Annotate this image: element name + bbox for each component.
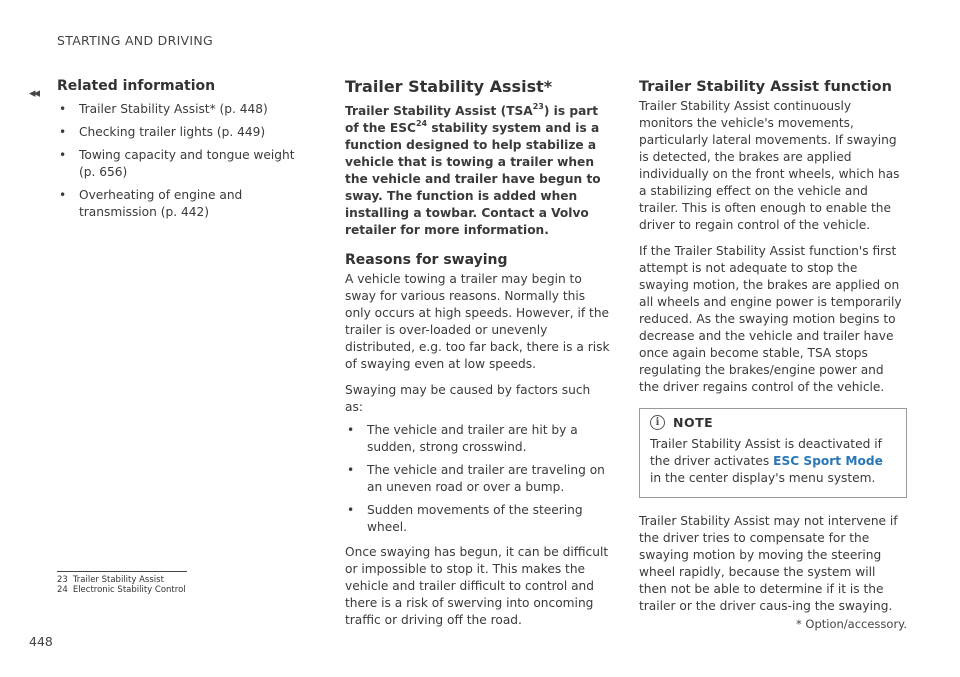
related-links-list <box>57 101 307 221</box>
reasons-heading: Reasons for swaying <box>345 252 508 268</box>
footnote-24: 24 Electronic Stability Control <box>57 585 186 595</box>
bullet-icon: • <box>347 463 355 477</box>
factors-list <box>345 422 611 536</box>
related-link[interactable]: • Checking trailer lights (p. 449) <box>59 125 266 139</box>
note-header <box>650 415 896 430</box>
footnote-ref-23[interactable]: 23 <box>532 101 544 111</box>
bullet-icon: • <box>347 503 355 517</box>
factors-intro: Swaying may be caused by factors such as: <box>345 383 591 414</box>
related-link[interactable]: • Towing capacity and tongue weight (p. 656) <box>59 148 295 179</box>
footnotes <box>57 575 186 595</box>
page-title: Trailer Stability Assist* <box>345 77 553 96</box>
related-information-column <box>57 77 307 221</box>
option-accessory-note: * Option/accessory. <box>796 617 907 631</box>
bullet-icon: • <box>59 148 67 162</box>
section-header: STARTING AND DRIVING <box>57 33 214 48</box>
esc-sport-mode-term: ESC Sport Mode <box>773 454 883 468</box>
list-item: • The vehicle and trailer are hit by a sudden, strong crosswind. <box>347 423 578 454</box>
info-icon: i <box>650 415 665 430</box>
bullet-icon: • <box>347 423 355 437</box>
bullet-icon: • <box>59 125 67 139</box>
footnote-ref-24[interactable]: 24 <box>415 118 428 128</box>
list-item: • Sudden movements of the steering wheel. <box>347 503 583 534</box>
related-link[interactable]: • Trailer Stability Assist* (p. 448) <box>59 102 268 116</box>
tsa-intro-column <box>345 77 611 629</box>
footnote-23: 23 Trailer Stability Assist <box>57 575 164 585</box>
continued-marker-icon: ◂◂ <box>29 86 39 101</box>
note-text: Trailer Stability Assist is deactivated if the driver activates ESC Sport Mode in the center display's menu system. <box>650 437 883 485</box>
note-label: NOTE <box>673 415 714 430</box>
related-link[interactable]: • Overheating of engine and transmission (p. 442) <box>59 188 243 219</box>
note-box <box>639 408 907 498</box>
bullet-icon: • <box>59 102 67 116</box>
list-item: • The vehicle and trailer are traveling on an uneven road or over a bump. <box>347 463 605 494</box>
function-paragraph-2: If the Trailer Stability Assist function's first attempt is not adequate to stop the swaying motion, the brakes are applied on all wheels and engine power is temporarily reduced. As the swaying motion begins to decrease and the vehicle and trailer have once again become stable, TSA stops regulating the brakes/engine power and the driver regains control of the vehicle. <box>639 244 902 394</box>
reasons-paragraph: A vehicle towing a trailer may begin to sway for various reasons. Normally this only occurs at high speeds. However, if the trailer is over-loaded or unevenly distributed, e.g. too far back, there is a risk of swaying even at low speeds. <box>345 272 610 371</box>
function-paragraph-1: Trailer Stability Assist continuously monitors the vehicle's movements, particularly lateral movements. If swaying is detected, the brakes are applied individually on the front wheels, which has a stabilizing effect on the vehicle and trailer. This is often enough to enable the driver to regain control of the vehicle. <box>639 99 900 232</box>
intro-paragraph: Trailer Stability Assist (TSA$^{23}$) is part of the ESC$^{24}$ stability system and is a function designed to help stabilize a vehicle that is towing a trailer when the vehicle and trailer have begun to sway. The function is added when installing a towbar. Contact a Volvo retailer for more information. <box>345 101 601 237</box>
consequence-paragraph: Once swaying has begun, it can be difficult or impossible to stop it. This makes the vehicle and trailer difficult to control and there is a risk of swerving into oncoming traffic or driving off the road. <box>345 545 609 627</box>
related-information-heading: Related information <box>57 78 216 94</box>
tsa-function-column <box>639 77 907 615</box>
function-heading: Trailer Stability Assist function <box>639 79 892 95</box>
page-number: 448 <box>29 634 53 649</box>
bullet-icon: • <box>59 188 67 202</box>
function-paragraph-3: Trailer Stability Assist may not intervene if the driver tries to compensate for the swaying motion by moving the steering wheel rapidly, because the system will then not be able to determine if it is the trailer or the driver caus-ing the swaying. <box>639 514 898 613</box>
footnote-divider <box>57 571 187 572</box>
